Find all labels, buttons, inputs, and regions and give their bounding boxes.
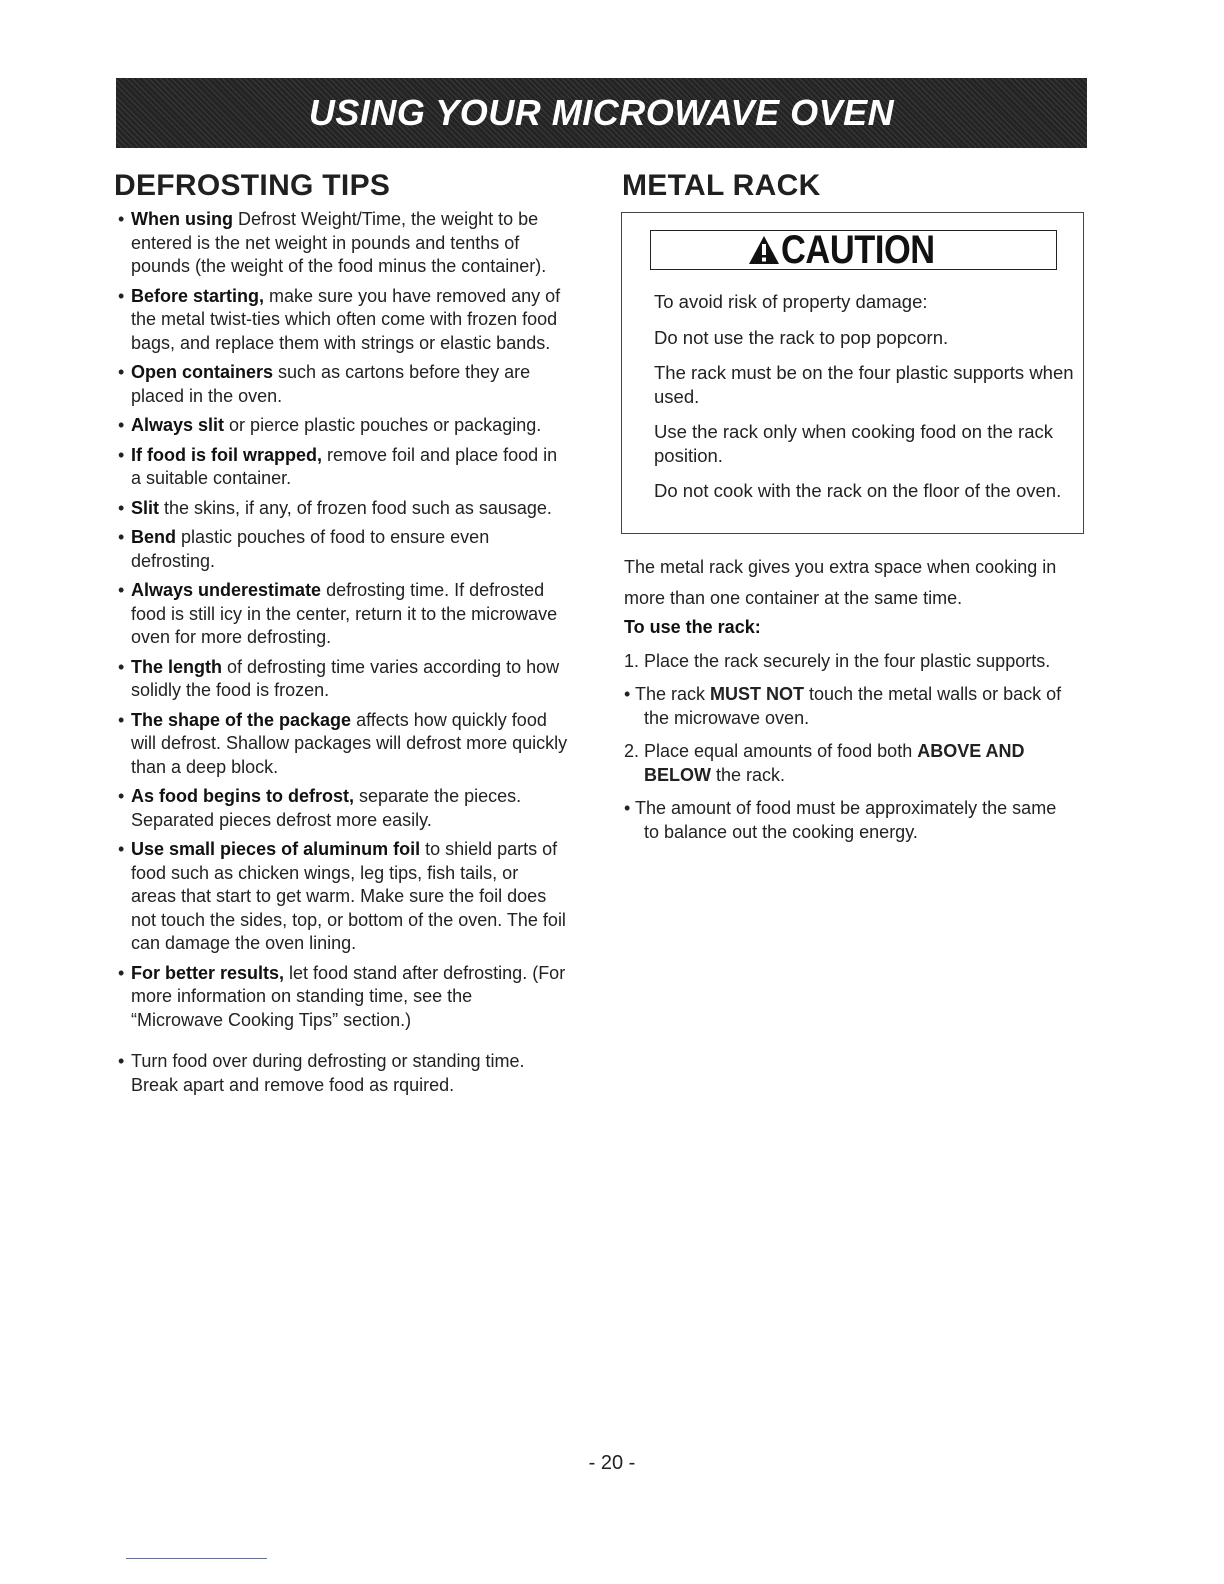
tip-item: • As food begins to defrost, separate the pieces. Separated pieces defrost more easily. — [118, 786, 522, 830]
caution-label: CAUTION — [780, 227, 935, 272]
tip-item: • Always underestimate defrosting time. If defrosted food is still icy in the center, return it to the microwave oven for more defrosting. — [118, 580, 558, 647]
rack-intro: The metal rack gives you extra space when cooking in more than one container at the same time. — [624, 557, 1057, 608]
warning-triangle-icon — [748, 235, 780, 265]
page-number: - 20 - — [588, 1452, 636, 1474]
tip-item-last: • Turn food over during defrosting or standing time. Break apart and remove food as rquired. — [118, 1051, 525, 1095]
tip-item: • Always slit or pierce plastic pouches or packaging. — [118, 415, 542, 435]
tip-item: • If food is foil wrapped, remove foil and place food in a suitable container. — [118, 444, 558, 488]
tip-item: • Before starting, make sure you have removed any of the metal twist-ties which often come with frozen food bags, and replace them with strings or elastic bands. — [118, 285, 561, 353]
caution-line: Use the rack only when cooking food on the rack position. — [654, 421, 1054, 466]
page-banner — [116, 78, 1087, 148]
caution-header — [650, 227, 1057, 272]
step-1: 1. Place the rack securely in the four plastic supports. — [624, 650, 1051, 671]
defrosting-tips-list — [118, 208, 568, 1103]
metal-rack-heading: METAL RACK — [622, 169, 821, 202]
tip-item: • Use small pieces of aluminum foil to shield parts of food such as chicken wings, leg tips, fish tails, or areas that start to get warm. Make sure the foil does not touch the sides, top, or bottom of the oven. The foil can damage the oven lining. — [118, 839, 566, 953]
caution-line: To avoid risk of property damage: — [654, 291, 928, 312]
tip-item: • When using Defrost Weight/Time, the weight to be entered is the net weight in pounds and tenths of pounds (the weight of the food minus the container). — [118, 209, 547, 276]
metal-rack-instructions — [624, 552, 1074, 854]
tip-item: • The shape of the package affects how quickly food will defrost. Shallow packages will defrost more quickly than a deep block. — [118, 709, 568, 777]
caution-text — [654, 290, 1080, 515]
tip-item: • Slit the skins, if any, of frozen food such as sausage. — [118, 497, 552, 518]
tip-item: • The length of defrosting time varies according to how solidly the food is frozen. — [118, 656, 560, 700]
defrosting-tips-heading: DEFROSTING TIPS — [114, 169, 391, 202]
caution-line: The rack must be on the four plastic supports when used. — [654, 362, 1074, 407]
tip-item: • Bend plastic pouches of food to ensure even defrosting. — [118, 527, 490, 571]
tip-item: • For better results, let food stand after defrosting. (For more information on standing time, see the “Microwave Cooking Tips” section.) — [118, 962, 566, 1030]
note-1: • The rack MUST NOT touch the metal walls or back of the microwave oven. — [624, 684, 1062, 728]
caution-box — [621, 212, 1084, 534]
note-2: • The amount of food must be approximately the same to balance out the cooking energy. — [624, 798, 1057, 842]
footer-divider — [126, 1558, 267, 1559]
caution-line: Do not cook with the rack on the floor of the oven. — [654, 480, 1062, 501]
caution-line: Do not use the rack to pop popcorn. — [654, 326, 949, 348]
to-use-heading: To use the rack: — [624, 617, 761, 637]
banner-title: USING YOUR MICROWAVE OVEN — [308, 92, 895, 133]
tip-item: • Open containers such as cartons before they are placed in the oven. — [118, 362, 531, 406]
step-2: 2. Place equal amounts of food both ABOVE AND BELOW the rack. — [624, 741, 1025, 785]
